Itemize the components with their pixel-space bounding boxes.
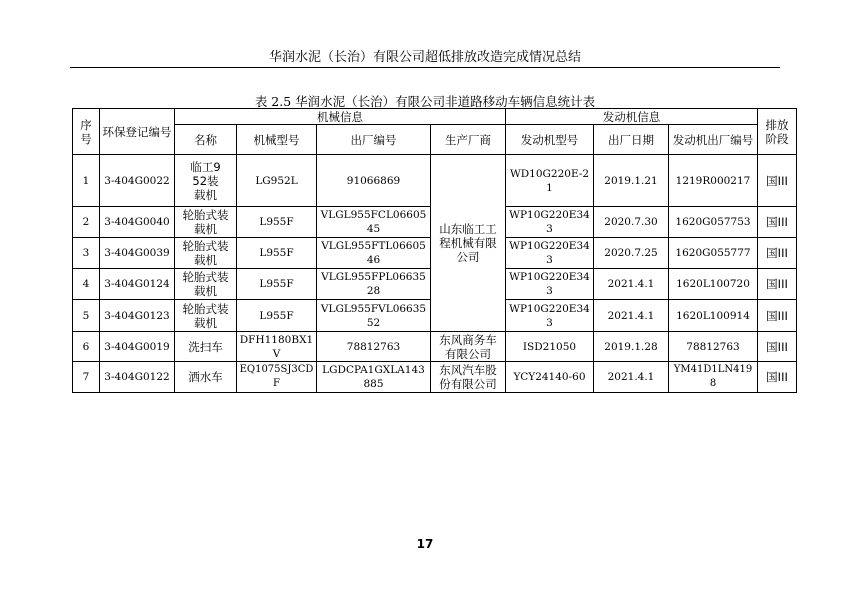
cell-reg: 3-404G0124 bbox=[100, 269, 175, 300]
cell-engine-model: WP10G220E343 bbox=[506, 207, 594, 238]
cell-engine-serial: 1620G055777 bbox=[669, 238, 758, 269]
cell-seq: 6 bbox=[73, 332, 100, 362]
cell-model: L955F bbox=[237, 238, 317, 269]
cell-engine-serial: 1620L100914 bbox=[669, 300, 758, 332]
col-header-engine-serial: 发动机出厂编号 bbox=[669, 125, 758, 155]
col-header-model: 机械型号 bbox=[237, 125, 317, 155]
cell-model: DFH1180BX1V bbox=[237, 332, 317, 362]
col-header-engine-model: 发动机型号 bbox=[506, 125, 594, 155]
page-number: 17 bbox=[416, 537, 434, 551]
cell-date: 2020.7.25 bbox=[594, 238, 669, 269]
cell-name: 临工952装载机 bbox=[175, 155, 237, 207]
cell-engine-model: YCY24140-60 bbox=[506, 362, 594, 393]
cell-reg: 3-404G0123 bbox=[100, 300, 175, 332]
table-row bbox=[73, 362, 797, 393]
cell-engine-serial: 1620L100720 bbox=[669, 269, 758, 300]
cell-model: LG952L bbox=[237, 155, 317, 207]
cell-date: 2021.4.1 bbox=[594, 269, 669, 300]
cell-serial: VLGL955FCL0660545 bbox=[317, 207, 431, 238]
cell-seq: 7 bbox=[73, 362, 100, 393]
cell-engine-serial: YM41D1LN4198 bbox=[669, 362, 758, 393]
cell-engine-model: WP10G220E343 bbox=[506, 238, 594, 269]
cell-date: 2021.4.1 bbox=[594, 300, 669, 332]
col-group-machine: 机械信息 bbox=[175, 109, 506, 125]
cell-model: EQ1075SJ3CDF bbox=[237, 362, 317, 393]
cell-engine-model: ISD21050 bbox=[506, 332, 594, 362]
cell-date: 2020.7.30 bbox=[594, 207, 669, 238]
header-rule bbox=[70, 67, 780, 68]
cell-maker: 东风汽车股份有限公司 bbox=[431, 362, 506, 393]
cell-serial: LGDCPA1GXLA143885 bbox=[317, 362, 431, 393]
cell-stage: 国III bbox=[758, 207, 797, 238]
cell-maker: 东风商务车有限公司 bbox=[431, 332, 506, 362]
cell-stage: 国III bbox=[758, 362, 797, 393]
cell-name: 洗扫车 bbox=[175, 332, 237, 362]
vehicle-info-table bbox=[72, 108, 797, 393]
cell-seq: 1 bbox=[73, 155, 100, 207]
cell-reg: 3-404G0019 bbox=[100, 332, 175, 362]
cell-seq: 4 bbox=[73, 269, 100, 300]
col-header-maker: 生产厂商 bbox=[431, 125, 506, 155]
cell-stage: 国III bbox=[758, 238, 797, 269]
cell-name: 轮胎式装载机 bbox=[175, 207, 237, 238]
col-header-seq: 序号 bbox=[73, 109, 100, 155]
cell-model: L955F bbox=[237, 269, 317, 300]
cell-engine-model: WD10G220E-21 bbox=[506, 155, 594, 207]
cell-name: 轮胎式装载机 bbox=[175, 300, 237, 332]
cell-reg: 3-404G0039 bbox=[100, 238, 175, 269]
table-caption: 表 2.5 华润水泥（长治）有限公司非道路移动车辆信息统计表 bbox=[254, 94, 596, 109]
col-header-reg: 环保登记编号 bbox=[100, 109, 175, 155]
cell-reg: 3-404G0040 bbox=[100, 207, 175, 238]
cell-name: 轮胎式装载机 bbox=[175, 269, 237, 300]
cell-date: 2019.1.21 bbox=[594, 155, 669, 207]
cell-maker-merged bbox=[431, 155, 506, 332]
cell-serial: 78812763 bbox=[317, 332, 431, 362]
table-row bbox=[73, 155, 797, 207]
col-header-date: 出厂日期 bbox=[594, 125, 669, 155]
cell-stage: 国III bbox=[758, 300, 797, 332]
cell-stage: 国III bbox=[758, 155, 797, 207]
cell-date: 2019.1.28 bbox=[594, 332, 669, 362]
cell-stage: 国III bbox=[758, 269, 797, 300]
cell-date: 2021.4.1 bbox=[594, 362, 669, 393]
cell-serial: VLGL955FPL0663528 bbox=[317, 269, 431, 300]
cell-engine-serial: 1219R000217 bbox=[669, 155, 758, 207]
page-header-title: 华润水泥（长治）有限公司超低排放改造完成情况总结 bbox=[268, 50, 581, 65]
cell-model: L955F bbox=[237, 300, 317, 332]
col-header-stage: 排放阶段 bbox=[758, 109, 797, 155]
cell-serial: VLGL955FTL0660546 bbox=[317, 238, 431, 269]
cell-stage: 国III bbox=[758, 332, 797, 362]
cell-engine-serial: 1620G057753 bbox=[669, 207, 758, 238]
col-header-serial: 出厂编号 bbox=[317, 125, 431, 155]
col-group-engine: 发动机信息 bbox=[506, 109, 758, 125]
cell-engine-model: WP10G220E343 bbox=[506, 300, 594, 332]
cell-engine-model: WP10G220E343 bbox=[506, 269, 594, 300]
cell-seq: 3 bbox=[73, 238, 100, 269]
cell-seq: 5 bbox=[73, 300, 100, 332]
cell-name: 洒水车 bbox=[175, 362, 237, 393]
cell-reg: 3-404G0122 bbox=[100, 362, 175, 393]
maker-text: 山东临工工程机械有限公司 bbox=[439, 222, 497, 264]
cell-seq: 2 bbox=[73, 207, 100, 238]
cell-name: 轮胎式装载机 bbox=[175, 238, 237, 269]
cell-engine-serial: 78812763 bbox=[669, 332, 758, 362]
cell-serial: 91066869 bbox=[317, 155, 431, 207]
cell-model: L955F bbox=[237, 207, 317, 238]
table-row bbox=[73, 332, 797, 362]
cell-serial: VLGL955FVL0663552 bbox=[317, 300, 431, 332]
col-header-name: 名称 bbox=[175, 125, 237, 155]
cell-reg: 3-404G0022 bbox=[100, 155, 175, 207]
